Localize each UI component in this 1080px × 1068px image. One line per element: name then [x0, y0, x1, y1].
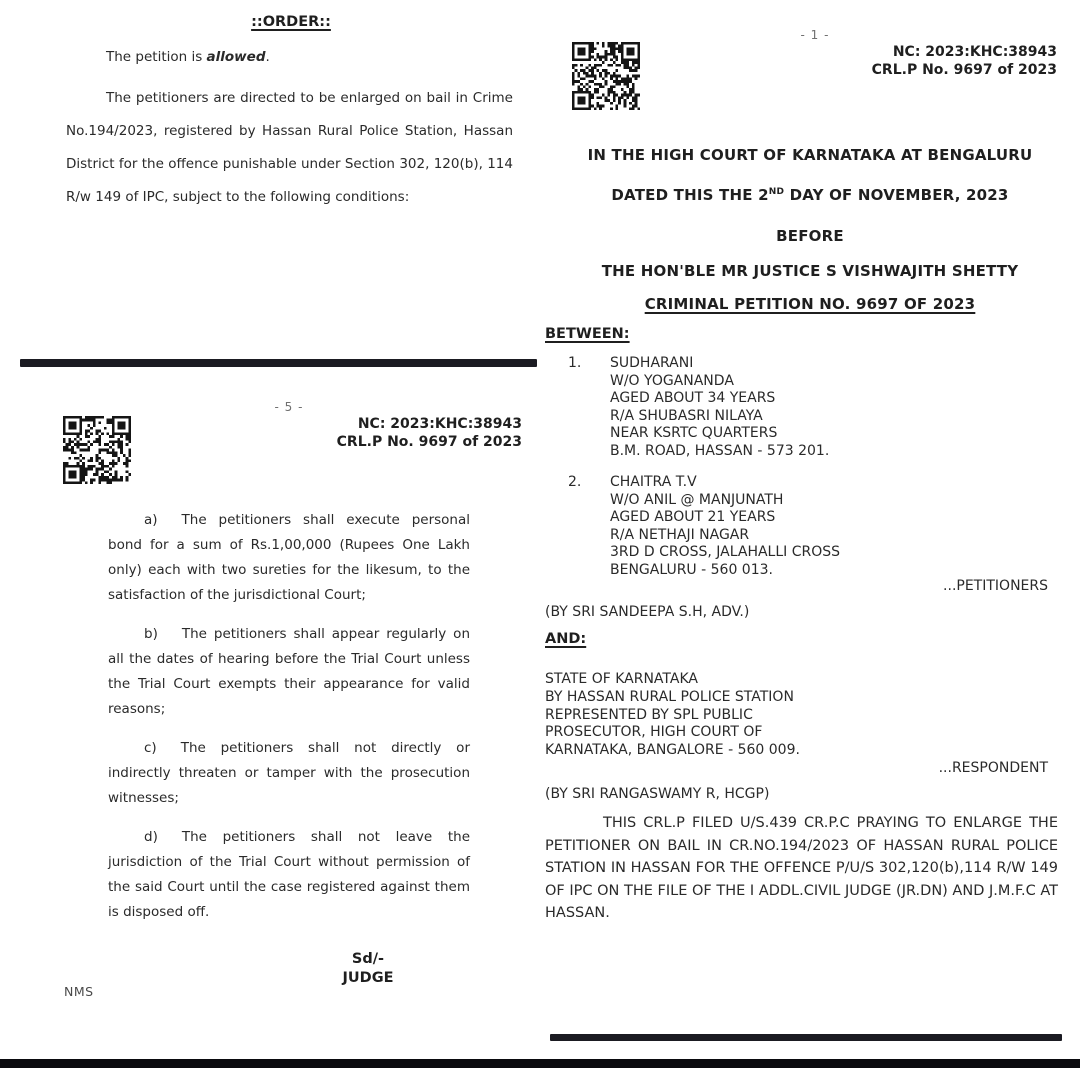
page-break-divider-left — [20, 359, 537, 367]
petitioners-role-label: ...PETITIONERS — [943, 578, 1048, 594]
condition-a-label: a) — [144, 512, 158, 528]
condition-a — [108, 508, 470, 608]
between-label: BETWEEN: — [545, 326, 630, 342]
respondent-name: STATE OF KARNATAKA — [545, 671, 698, 687]
bail-conditions-list — [108, 508, 470, 939]
page-number-5: - 5 - — [274, 400, 304, 414]
petitioner-1-landmark: NEAR KSRTC QUARTERS — [610, 425, 778, 441]
respondent-address: KARNATAKA, BANGALORE - 560 009. — [545, 742, 800, 759]
crlp-number: CRL.P No. 9697 of 2023 — [871, 62, 1057, 78]
signature-sd: Sd/- — [351, 951, 385, 967]
judge-name-line: THE HON'BLE MR JUSTICE S VISHWAJITH SHETTY — [601, 262, 1019, 280]
respondent-details — [545, 671, 800, 760]
court-title: IN THE HIGH COURT OF KARNATAKA AT BENGALURU — [587, 146, 1033, 164]
date-suffix: DAY OF NOVEMBER, 2023 — [784, 186, 1009, 204]
page-number-1: - 1 - — [800, 28, 830, 42]
petitioner-1-number: 1. — [568, 355, 582, 371]
order-heading-text: ::ORDER:: — [251, 14, 331, 30]
petitioners-counsel: (BY SRI SANDEEPA S.H, ADV.) — [545, 604, 750, 620]
condition-c — [108, 736, 470, 811]
qr-code-icon — [63, 416, 131, 484]
order-result-prefix: The petition is — [106, 49, 207, 65]
condition-c-text: The petitioners shall not directly or indirectly threaten or tamper with the prosecution witnesses; — [108, 740, 470, 806]
judge-signature-block — [298, 950, 438, 988]
qr-code-icon — [572, 42, 640, 110]
petitioner-1-details — [610, 355, 829, 460]
petitioner-1-name: SUDHARANI — [610, 355, 694, 371]
order-result-suffix: . — [265, 49, 270, 65]
respondent-station: BY HASSAN RURAL POLICE STATION — [545, 688, 794, 705]
petitioner-2-name: CHAITRA T.V — [610, 474, 697, 490]
order-heading — [66, 14, 516, 30]
prayer-paragraph: THIS CRL.P FILED U/S.439 CR.P.C PRAYING TO ENLARGE THE PETITIONER ON BAIL IN CR.NO.194/2023 OF HASSAN RURAL POLICE STATION IN HASSAN FOR THE OFFENCE P/U/S 302,120(b),114 R/W 149 OF IPC ON THE FILE OF THE I ADDL.CIVIL JUDGE (JR.DN) AND J.M.F.C AT HASSAN. — [545, 815, 1058, 921]
page-break-divider-right — [550, 1034, 1062, 1041]
petitioner-2-address: BENGALURU - 560 013. — [610, 561, 773, 578]
date-prefix: DATED THIS THE 2 — [611, 186, 769, 204]
clerk-initials: NMS — [64, 984, 94, 999]
nc-number: NC: 2023:KHC:38943 — [892, 44, 1057, 60]
respondent-role-label: ...RESPONDENT — [938, 760, 1048, 776]
petitioner-2-cross: 3RD D CROSS, JALAHALLI CROSS — [610, 544, 841, 560]
condition-b — [108, 622, 470, 722]
crlp-number: CRL.P No. 9697 of 2023 — [336, 434, 522, 450]
petitioner-2-residence: R/A NETHAJI NAGAR — [610, 526, 750, 543]
petitioner-2-number: 2. — [568, 474, 582, 490]
petition-title — [545, 295, 1075, 313]
and-label: AND: — [545, 631, 587, 647]
petitioner-2-details — [610, 474, 840, 579]
petitioner-1-residence: R/A SHUBASRI NILAYA — [610, 407, 763, 424]
order-date-line — [545, 186, 1075, 204]
bottom-edge-bar — [0, 1059, 1080, 1068]
case-number-header-page5 — [290, 415, 522, 451]
nc-number: NC: 2023:KHC:38943 — [357, 416, 522, 432]
petition-title-text: CRIMINAL PETITION NO. 9697 OF 2023 — [644, 295, 976, 313]
petitioner-1-age: AGED ABOUT 34 YEARS — [610, 390, 776, 406]
petitioner-2-age: AGED ABOUT 21 YEARS — [610, 509, 776, 525]
condition-a-text: The petitioners shall execute personal bond for a sum of Rs.1,00,000 (Rupees One Lakh only) each with two sureties for the likesum, to the satisfaction of the jurisdictional Court; — [108, 512, 470, 603]
petitioner-1-address: B.M. ROAD, HASSAN - 573 201. — [610, 442, 830, 459]
order-directions-paragraph: The petitioners are directed to be enlarged on bail in Crime No.194/2023, registered by Hassan Rural Police Station, Hassan District for the offence punishable under Section 302, 120(b), 114 R/w 149 of IPC, subject to the following conditions: — [66, 90, 513, 205]
respondent-representation-1: REPRESENTED BY SPL PUBLIC — [545, 706, 753, 723]
condition-b-text: The petitioners shall appear regularly on all the dates of hearing before the Trial Court unless the Trial Court exempts their appearance for valid reasons; — [108, 626, 470, 717]
condition-d-label: d) — [144, 829, 158, 845]
case-number-header-page1 — [820, 43, 1057, 79]
condition-d-text: The petitioners shall not leave the jurisdiction of the Trial Court without permission of the said Court until the case registered against them is disposed off. — [108, 829, 470, 920]
date-ordinal: ND — [768, 187, 785, 197]
condition-c-label: c) — [144, 740, 157, 756]
order-result-line — [66, 49, 520, 65]
respondent-representation-2: PROSECUTOR, HIGH COURT OF — [545, 724, 763, 741]
signature-judge: JUDGE — [342, 970, 394, 986]
condition-d — [108, 825, 470, 925]
order-result-emphasis: allowed — [206, 49, 266, 65]
before-label: BEFORE — [776, 227, 844, 245]
condition-b-label: b) — [144, 626, 158, 642]
petitioner-2-relation: W/O ANIL @ MANJUNATH — [610, 491, 784, 508]
respondent-counsel: (BY SRI RANGASWAMY R, HCGP) — [545, 786, 770, 802]
petitioner-1-relation: W/O YOGANANDA — [610, 372, 734, 389]
